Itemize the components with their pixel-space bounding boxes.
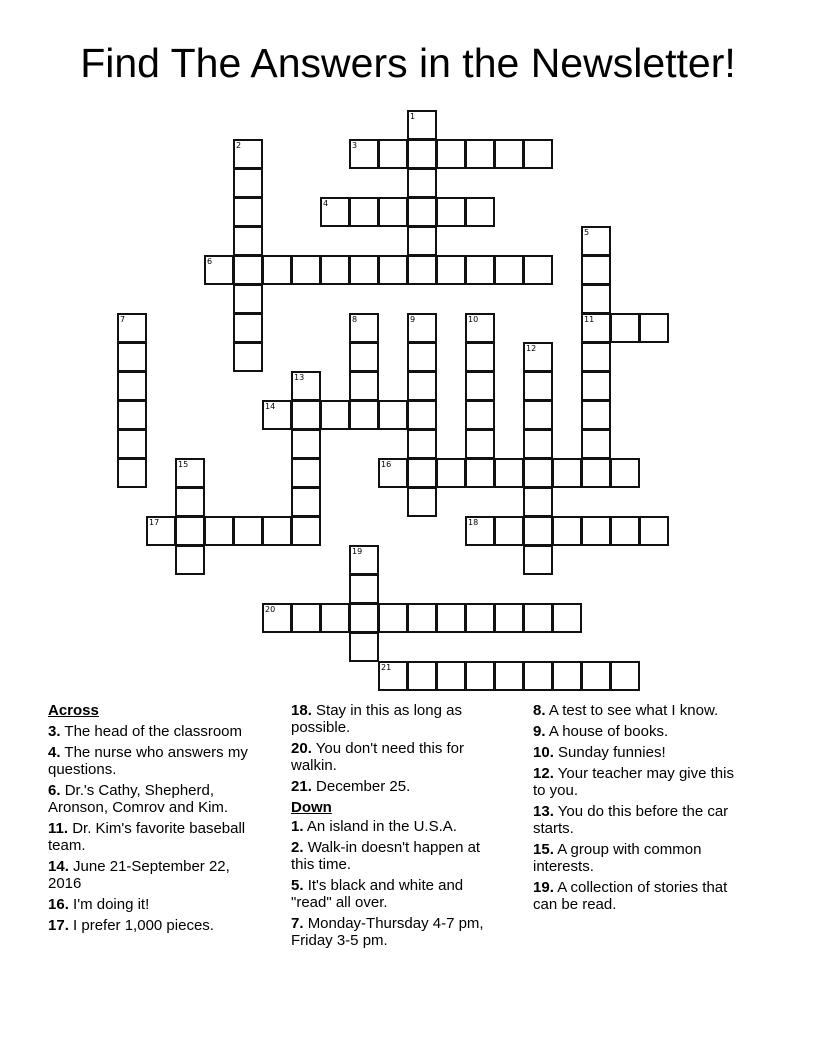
grid-cell[interactable]	[581, 429, 611, 459]
grid-cell[interactable]	[262, 603, 292, 633]
grid-cell[interactable]	[581, 226, 611, 256]
down-clue: 7. Monday-Thursday 4-7 pm, Friday 3-5 pm.	[291, 915, 484, 949]
grid-cell[interactable]	[291, 603, 321, 633]
cell-number: 10	[468, 315, 479, 324]
across-clue: 20. You don't need this for walkin.	[291, 740, 465, 774]
cell-number: 13	[294, 373, 305, 382]
cell-number: 15	[178, 460, 189, 469]
clues-column-2	[291, 702, 506, 953]
grid-cell[interactable]	[523, 603, 553, 633]
across-clue: 21. December 25.	[291, 778, 411, 795]
grid-cell[interactable]	[523, 516, 553, 546]
grid-cell[interactable]	[233, 313, 263, 343]
grid-cell[interactable]	[523, 139, 553, 169]
grid-cell[interactable]	[523, 371, 553, 401]
down-clue: 2. Walk-in doesn't happen at this time.	[291, 839, 481, 873]
grid-cell[interactable]	[581, 255, 611, 285]
grid-cell[interactable]	[523, 458, 553, 488]
grid-cell[interactable]	[407, 255, 437, 285]
grid-cell[interactable]	[407, 400, 437, 430]
grid-cell[interactable]	[233, 516, 263, 546]
grid-cell[interactable]	[349, 371, 379, 401]
grid-cell[interactable]	[552, 458, 582, 488]
grid-cell[interactable]	[465, 313, 495, 343]
grid-cell[interactable]	[175, 487, 205, 517]
cell-number: 18	[468, 518, 479, 527]
grid-cell[interactable]	[233, 197, 263, 227]
grid-cell[interactable]	[465, 400, 495, 430]
down-clue: 10. Sunday funnies!	[533, 744, 666, 761]
grid-cell[interactable]	[175, 458, 205, 488]
grid-cell[interactable]	[436, 255, 466, 285]
cell-number: 5	[584, 228, 590, 237]
grid-cell[interactable]	[233, 168, 263, 198]
cell-number: 14	[265, 402, 276, 411]
grid-cell[interactable]	[407, 458, 437, 488]
down-heading: Down	[291, 799, 332, 816]
grid-cell[interactable]	[523, 545, 553, 575]
grid-cell[interactable]	[436, 458, 466, 488]
cell-number: 3	[352, 141, 358, 150]
grid-cell[interactable]	[204, 255, 234, 285]
grid-cell[interactable]	[436, 139, 466, 169]
grid-cell[interactable]	[349, 574, 379, 604]
clues-column-3	[533, 702, 748, 917]
grid-cell[interactable]	[639, 313, 669, 343]
grid-cell[interactable]	[378, 400, 408, 430]
grid-cell[interactable]	[291, 400, 321, 430]
grid-cell[interactable]	[291, 487, 321, 517]
cell-number: 7	[120, 315, 126, 324]
grid-cell[interactable]	[407, 313, 437, 343]
grid-cell[interactable]	[407, 603, 437, 633]
grid-cell[interactable]	[610, 516, 640, 546]
grid-cell[interactable]	[117, 313, 147, 343]
grid-cell[interactable]	[494, 458, 524, 488]
cell-number: 16	[381, 460, 392, 469]
grid-cell[interactable]	[494, 661, 524, 691]
grid-cell[interactable]	[378, 458, 408, 488]
across-clue: 11. Dr. Kim's favorite baseball team.	[48, 820, 246, 854]
grid-cell[interactable]	[320, 197, 350, 227]
grid-cell[interactable]	[291, 516, 321, 546]
across-clue: 17. I prefer 1,000 pieces.	[48, 917, 214, 934]
grid-cell[interactable]	[407, 371, 437, 401]
grid-cell[interactable]	[581, 400, 611, 430]
cell-number: 2	[236, 141, 242, 150]
cell-number: 17	[149, 518, 160, 527]
grid-cell[interactable]	[581, 342, 611, 372]
grid-cell[interactable]	[523, 342, 553, 372]
grid-cell[interactable]	[349, 342, 379, 372]
grid-cell[interactable]	[407, 197, 437, 227]
grid-cell[interactable]	[117, 342, 147, 372]
puzzle-title: Find The Answers in the Newsletter!	[80, 40, 736, 86]
grid-cell[interactable]	[581, 313, 611, 343]
grid-cell[interactable]	[581, 284, 611, 314]
grid-cell[interactable]	[117, 429, 147, 459]
down-clue: 19. A collection of stories that can be read.	[533, 879, 728, 913]
grid-cell[interactable]	[378, 255, 408, 285]
grid-cell[interactable]	[610, 458, 640, 488]
grid-cell[interactable]	[291, 458, 321, 488]
grid-cell[interactable]	[349, 139, 379, 169]
down-clue: 5. It's black and white and "read" all over.	[291, 877, 464, 911]
grid-cell[interactable]	[407, 342, 437, 372]
grid-cell[interactable]	[523, 255, 553, 285]
grid-cell[interactable]	[407, 429, 437, 459]
grid-cell[interactable]	[494, 255, 524, 285]
grid-cell[interactable]	[465, 429, 495, 459]
across-clue: 4. The nurse who answers my questions.	[48, 744, 248, 778]
grid-cell[interactable]	[320, 603, 350, 633]
grid-cell[interactable]	[407, 487, 437, 517]
grid-cell[interactable]	[407, 139, 437, 169]
grid-cell[interactable]	[349, 197, 379, 227]
grid-cell[interactable]	[407, 168, 437, 198]
cell-number: 21	[381, 663, 392, 672]
cell-number: 9	[410, 315, 416, 324]
across-clue: 6. Dr.'s Cathy, Shepherd, Aronson, Comrov and Kim.	[48, 782, 229, 816]
down-clue: 12. Your teacher may give this to you.	[533, 765, 734, 799]
grid-cell[interactable]	[175, 516, 205, 546]
grid-cell[interactable]	[204, 516, 234, 546]
grid-cell[interactable]	[465, 342, 495, 372]
grid-cell[interactable]	[349, 603, 379, 633]
grid-cell[interactable]	[378, 661, 408, 691]
cell-number: 12	[526, 344, 537, 353]
grid-cell[interactable]	[639, 516, 669, 546]
grid-cell[interactable]	[262, 516, 292, 546]
grid-cell[interactable]	[291, 371, 321, 401]
grid-cell[interactable]	[291, 255, 321, 285]
across-heading: Across	[48, 702, 99, 719]
grid-cell[interactable]	[523, 429, 553, 459]
grid-cell[interactable]	[436, 603, 466, 633]
grid-cell[interactable]	[146, 516, 176, 546]
cell-number: 6	[207, 257, 213, 266]
grid-cell[interactable]	[523, 487, 553, 517]
grid-cell[interactable]	[378, 197, 408, 227]
clues-column-1	[48, 702, 263, 938]
grid-cell[interactable]	[349, 255, 379, 285]
grid-cell[interactable]	[407, 110, 437, 140]
down-clue: 9. A house of books.	[533, 723, 669, 740]
grid-cell[interactable]	[465, 371, 495, 401]
across-clue: 16. I'm doing it!	[48, 896, 150, 913]
grid-cell[interactable]	[291, 429, 321, 459]
down-clue: 15. A group with common interests.	[533, 841, 702, 875]
grid-cell[interactable]	[610, 661, 640, 691]
grid-cell[interactable]	[262, 400, 292, 430]
grid-cell[interactable]	[465, 255, 495, 285]
grid-cell[interactable]	[494, 603, 524, 633]
grid-cell[interactable]	[465, 516, 495, 546]
grid-cell[interactable]	[117, 400, 147, 430]
grid-cell[interactable]	[465, 661, 495, 691]
grid-cell[interactable]	[523, 400, 553, 430]
down-clue: 13. You do this before the car starts.	[533, 803, 729, 837]
grid-cell[interactable]	[233, 255, 263, 285]
grid-cell[interactable]	[320, 400, 350, 430]
across-clue: 18. Stay in this as long as possible.	[291, 702, 462, 736]
grid-cell[interactable]	[465, 139, 495, 169]
grid-cell[interactable]	[233, 284, 263, 314]
grid-cell[interactable]	[407, 661, 437, 691]
cell-number: 4	[323, 199, 329, 208]
grid-cell[interactable]	[320, 255, 350, 285]
grid-cell[interactable]	[175, 545, 205, 575]
grid-cell[interactable]	[117, 458, 147, 488]
grid-cell[interactable]	[465, 603, 495, 633]
grid-cell[interactable]	[494, 516, 524, 546]
grid-cell[interactable]	[233, 226, 263, 256]
cell-number: 1	[410, 112, 416, 121]
grid-cell[interactable]	[494, 139, 524, 169]
grid-cell[interactable]	[610, 313, 640, 343]
grid-cell[interactable]	[349, 400, 379, 430]
grid-cell[interactable]	[523, 661, 553, 691]
cell-number: 20	[265, 605, 276, 614]
down-clue: 8. A test to see what I know.	[533, 702, 719, 719]
grid-cell[interactable]	[117, 371, 147, 401]
grid-cell[interactable]	[378, 603, 408, 633]
grid-cell[interactable]	[233, 342, 263, 372]
grid-cell[interactable]	[407, 226, 437, 256]
grid-cell[interactable]	[552, 661, 582, 691]
cell-number: 8	[352, 315, 358, 324]
across-clue: 3. The head of the classroom	[48, 723, 243, 740]
across-clue: 14. June 21-September 22, 2016	[48, 858, 230, 892]
grid-cell[interactable]	[233, 139, 263, 169]
grid-cell[interactable]	[552, 516, 582, 546]
grid-cell[interactable]	[378, 139, 408, 169]
grid-cell[interactable]	[349, 545, 379, 575]
grid-cell[interactable]	[436, 197, 466, 227]
grid-cell[interactable]	[465, 197, 495, 227]
grid-cell[interactable]	[581, 516, 611, 546]
grid-cell[interactable]	[465, 458, 495, 488]
cell-number: 11	[584, 315, 595, 324]
grid-cell[interactable]	[581, 371, 611, 401]
grid-cell[interactable]	[349, 313, 379, 343]
cell-number: 19	[352, 547, 363, 556]
grid-cell[interactable]	[436, 661, 466, 691]
grid-cell[interactable]	[581, 661, 611, 691]
grid-cell[interactable]	[552, 603, 582, 633]
grid-cell[interactable]	[262, 255, 292, 285]
grid-cell[interactable]	[349, 632, 379, 662]
down-clue: 1. An island in the U.S.A.	[291, 818, 457, 835]
grid-cell[interactable]	[581, 458, 611, 488]
